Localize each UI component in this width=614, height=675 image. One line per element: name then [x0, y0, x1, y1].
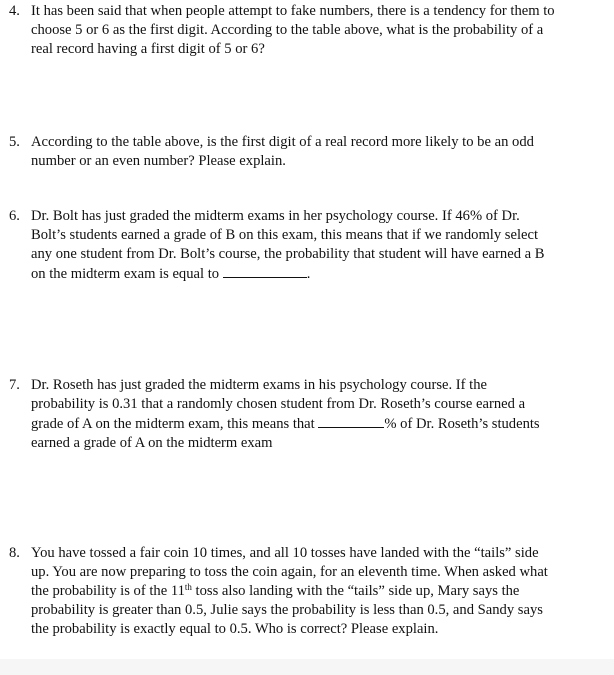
question-line-text: % of Dr. Roseth’s students	[384, 416, 540, 432]
page-bottom-edge	[0, 659, 614, 675]
question-number: 5.	[9, 134, 20, 150]
question-line: number or an even number? Please explain.	[31, 153, 286, 169]
question-line: real record having a first digit of 5 or 6?	[31, 41, 265, 57]
question-number: 4.	[9, 3, 20, 19]
answer-blank[interactable]	[223, 264, 307, 278]
question-line-text: .	[306, 266, 311, 282]
question-text	[31, 2, 589, 59]
question-line: Dr. Roseth has just graded the midterm exams in his psychology course. If the	[31, 377, 487, 393]
question-text	[31, 376, 589, 453]
question-4	[9, 2, 589, 59]
question-line-with-blank	[31, 264, 589, 284]
question-5	[9, 133, 589, 171]
question-line: probability is greater than 0.5, Julie says the probability is less than 0.5, and Sandy says	[31, 602, 543, 618]
question-line-text: on the midterm exam is equal to	[31, 266, 223, 282]
question-line: According to the table above, is the first digit of a real record more likely to be an odd	[31, 134, 534, 150]
question-6	[9, 207, 589, 284]
question-line-text: the probability is of the 11	[31, 583, 185, 599]
question-line: the probability is exactly equal to 0.5. Who is correct? Please explain.	[31, 621, 439, 637]
question-line-with-superscript	[31, 582, 589, 601]
question-line: Bolt’s students earned a grade of B on this exam, this means that if we randomly select	[31, 227, 539, 243]
question-line: It has been said that when people attempt to fake numbers, there is a tendency for them to	[31, 3, 555, 19]
question-line: You have tossed a fair coin 10 times, and all 10 tosses have landed with the “tails” side	[31, 545, 539, 561]
question-text	[31, 544, 589, 639]
question-line: choose 5 or 6 as the first digit. According to the table above, what is the probability of a	[31, 22, 544, 38]
question-line: Dr. Bolt has just graded the midterm exams in her psychology course. If 46% of Dr.	[31, 208, 520, 224]
question-line-with-blank	[31, 414, 589, 434]
question-line-text: toss also landing with the “tails” side up, Mary says the	[191, 583, 520, 599]
question-8	[9, 544, 589, 639]
question-text	[31, 207, 589, 284]
question-line: earned a grade of A on the midterm exam	[31, 435, 273, 451]
ordinal-superscript: th	[184, 582, 192, 592]
question-number: 8.	[9, 545, 20, 561]
question-text	[31, 133, 589, 171]
question-number: 7.	[9, 377, 20, 393]
question-line: probability is 0.31 that a randomly chosen student from Dr. Roseth’s course earned a	[31, 396, 526, 412]
answer-blank[interactable]	[318, 414, 384, 428]
question-line-text: grade of A on the midterm exam, this means that	[31, 416, 319, 432]
question-line: any one student from Dr. Bolt’s course, the probability that student will have earned a B	[31, 246, 545, 262]
question-number: 6.	[9, 208, 20, 224]
question-line: up. You are now preparing to toss the coin again, for an eleventh time. When asked what	[31, 564, 548, 580]
question-7	[9, 376, 589, 453]
